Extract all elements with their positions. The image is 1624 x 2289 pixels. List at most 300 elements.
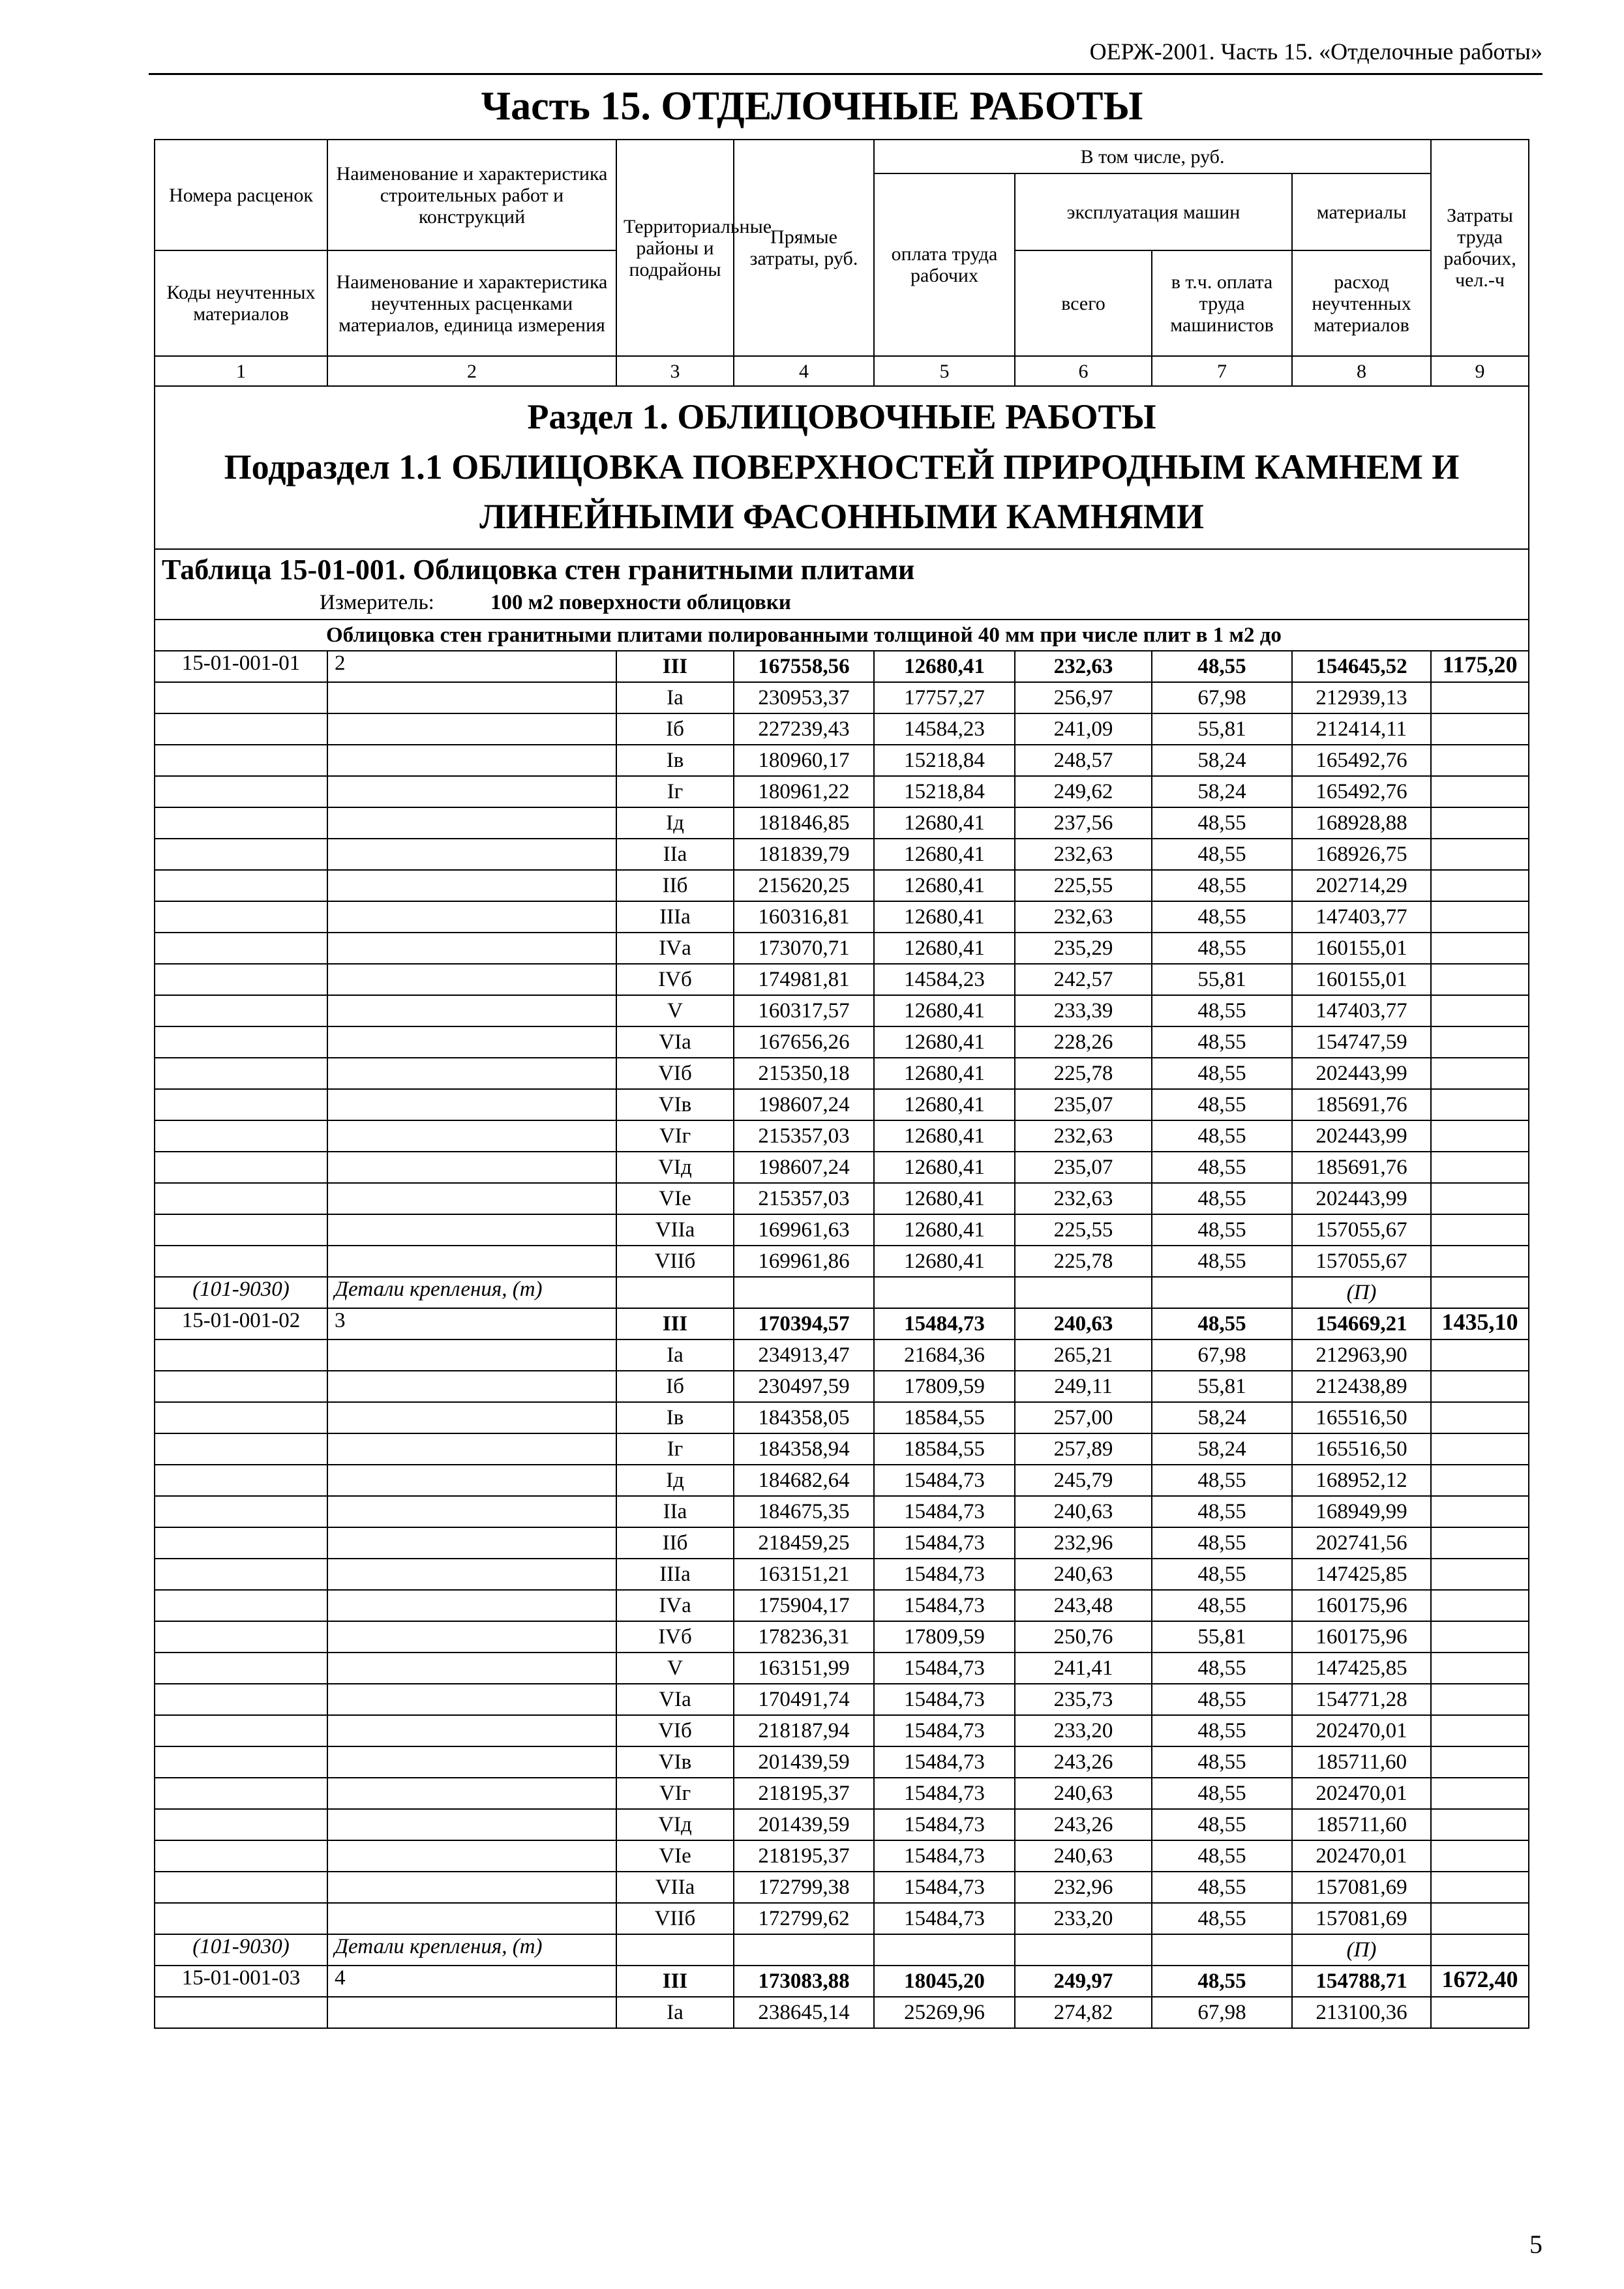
labor-costs xyxy=(1431,901,1529,933)
machines-total: 248,57 xyxy=(1015,745,1152,776)
materials-cost: 157055,67 xyxy=(1292,1246,1431,1277)
direct-costs: 184358,05 xyxy=(734,1402,874,1433)
labor-costs xyxy=(1431,682,1529,713)
labor-costs xyxy=(1431,1183,1529,1214)
region: IIIа xyxy=(616,1559,734,1590)
materials-cost: 165516,50 xyxy=(1292,1402,1431,1433)
worker-wages: 12680,41 xyxy=(874,870,1015,901)
table-row xyxy=(155,1840,1529,1872)
worker-wages: 15484,73 xyxy=(874,1590,1015,1621)
labor-costs xyxy=(1431,745,1529,776)
region: IIб xyxy=(616,1527,734,1559)
rate-code xyxy=(155,1152,327,1183)
rate-name xyxy=(327,1120,616,1152)
table-row xyxy=(155,1183,1529,1214)
region: IVб xyxy=(616,1621,734,1653)
machinist-wages: 48,55 xyxy=(1152,1183,1292,1214)
table-row xyxy=(155,1527,1529,1559)
measure-label: Измеритель: xyxy=(320,591,434,615)
machines-total: 242,57 xyxy=(1015,964,1152,995)
machinist-wages: 48,55 xyxy=(1152,651,1292,682)
materials-cost: 168928,88 xyxy=(1292,807,1431,839)
header-direct-costs: Прямые затраты, руб. xyxy=(734,140,874,356)
rate-code xyxy=(155,1089,327,1120)
rate-code xyxy=(155,1433,327,1465)
machines-total: 240,63 xyxy=(1015,1559,1152,1590)
labor-costs xyxy=(1431,1590,1529,1621)
rate-code xyxy=(155,870,327,901)
table-row xyxy=(155,1590,1529,1621)
rate-name xyxy=(327,1559,616,1590)
labor-costs xyxy=(1431,1715,1529,1746)
machinist-wages: 48,55 xyxy=(1152,1778,1292,1809)
table-row xyxy=(155,1026,1529,1058)
machinist-wages: 48,55 xyxy=(1152,1684,1292,1715)
table-row xyxy=(155,1402,1529,1433)
materials-cost: 168926,75 xyxy=(1292,839,1431,870)
header-work-name: Наименование и характеристика строительных работ и конструкций xyxy=(327,140,616,250)
direct-costs xyxy=(734,1934,874,1966)
machines-total xyxy=(1015,1277,1152,1308)
direct-costs: 167656,26 xyxy=(734,1026,874,1058)
region: VIIб xyxy=(616,1246,734,1277)
rate-name xyxy=(327,1621,616,1653)
machinist-wages: 48,55 xyxy=(1152,807,1292,839)
machinist-wages: 48,55 xyxy=(1152,1496,1292,1527)
region: VIIа xyxy=(616,1214,734,1246)
labor-costs xyxy=(1431,1089,1529,1120)
materials-cost: 157055,67 xyxy=(1292,1214,1431,1246)
region: Iа xyxy=(616,682,734,713)
table-row xyxy=(155,1214,1529,1246)
region: Iб xyxy=(616,713,734,745)
worker-wages: 18045,20 xyxy=(874,1966,1015,1997)
measure-value: 100 м2 поверхности облицовки xyxy=(490,591,791,615)
labor-costs xyxy=(1431,1152,1529,1183)
machines-total: 274,82 xyxy=(1015,1997,1152,2028)
machines-total: 240,63 xyxy=(1015,1778,1152,1809)
table-row xyxy=(155,1465,1529,1496)
worker-wages: 12680,41 xyxy=(874,933,1015,964)
rate-code xyxy=(155,776,327,807)
machines-total: 250,76 xyxy=(1015,1621,1152,1653)
region: Iб xyxy=(616,1371,734,1402)
worker-wages: 12680,41 xyxy=(874,995,1015,1026)
region: Iд xyxy=(616,1465,734,1496)
direct-costs: 170491,74 xyxy=(734,1684,874,1715)
machines-total: 232,63 xyxy=(1015,1120,1152,1152)
machines-total: 232,63 xyxy=(1015,651,1152,682)
labor-costs xyxy=(1431,1277,1529,1308)
labor-costs xyxy=(1431,1371,1529,1402)
machinist-wages: 48,55 xyxy=(1152,933,1292,964)
direct-costs: 169961,63 xyxy=(734,1214,874,1246)
rate-code xyxy=(155,1402,327,1433)
machinist-wages: 58,24 xyxy=(1152,1402,1292,1433)
direct-costs: 230497,59 xyxy=(734,1371,874,1402)
rate-name xyxy=(327,933,616,964)
rate-name xyxy=(327,1058,616,1089)
worker-wages: 18584,55 xyxy=(874,1402,1015,1433)
machines-total: 243,48 xyxy=(1015,1590,1152,1621)
materials-cost: 202714,29 xyxy=(1292,870,1431,901)
direct-costs: 218195,37 xyxy=(734,1840,874,1872)
table-title: Таблица 15-01-001. Облицовка стен гранитными плитами xyxy=(162,554,915,586)
rate-name xyxy=(327,713,616,745)
rate-name xyxy=(327,1715,616,1746)
table-row xyxy=(155,1809,1529,1840)
labor-costs xyxy=(1431,713,1529,745)
rate-name: 3 xyxy=(327,1308,616,1339)
machinist-wages: 58,24 xyxy=(1152,745,1292,776)
labor-costs: 1672,40 xyxy=(1431,1966,1529,1997)
machines-total: 235,29 xyxy=(1015,933,1152,964)
section-heading xyxy=(155,386,1529,549)
machines-total: 249,11 xyxy=(1015,1371,1152,1402)
table-row xyxy=(155,901,1529,933)
rate-code xyxy=(155,1339,327,1371)
rate-name xyxy=(327,1402,616,1433)
labor-costs xyxy=(1431,870,1529,901)
machines-total: 249,97 xyxy=(1015,1966,1152,1997)
worker-wages: 15484,73 xyxy=(874,1559,1015,1590)
region: IIа xyxy=(616,1496,734,1527)
materials-cost: 202470,01 xyxy=(1292,1715,1431,1746)
direct-costs: 172799,62 xyxy=(734,1903,874,1934)
machinist-wages: 48,55 xyxy=(1152,1308,1292,1339)
column-number: 4 xyxy=(734,356,874,386)
machines-total: 235,73 xyxy=(1015,1684,1152,1715)
materials-cost: 154771,28 xyxy=(1292,1684,1431,1715)
rate-name xyxy=(327,1997,616,2028)
machinist-wages: 48,55 xyxy=(1152,1465,1292,1496)
direct-costs: 201439,59 xyxy=(734,1809,874,1840)
machines-total: 257,00 xyxy=(1015,1402,1152,1433)
rate-code xyxy=(155,1621,327,1653)
rate-code xyxy=(155,1872,327,1903)
labor-costs xyxy=(1431,1058,1529,1089)
direct-costs: 160316,81 xyxy=(734,901,874,933)
rate-code xyxy=(155,1746,327,1778)
region: Iд xyxy=(616,807,734,839)
material-code: (101-9030) xyxy=(155,1277,327,1308)
worker-wages: 17809,59 xyxy=(874,1371,1015,1402)
machinist-wages: 48,55 xyxy=(1152,870,1292,901)
materials-cost: 185711,60 xyxy=(1292,1746,1431,1778)
machines-total: 232,63 xyxy=(1015,901,1152,933)
materials-cost: 202443,99 xyxy=(1292,1183,1431,1214)
table-row xyxy=(155,964,1529,995)
rate-name xyxy=(327,1026,616,1058)
direct-costs: 178236,31 xyxy=(734,1621,874,1653)
machinist-wages: 55,81 xyxy=(1152,1371,1292,1402)
labor-costs xyxy=(1431,1120,1529,1152)
machinist-wages: 48,55 xyxy=(1152,1559,1292,1590)
labor-costs: 1435,10 xyxy=(1431,1308,1529,1339)
header-labor-costs: Затраты труда рабочих, чел.-ч xyxy=(1431,140,1529,356)
subsection-title: Подраздел 1.1 ОБЛИЦОВКА ПОВЕРХНОСТЕЙ ПРИРОДНЫМ КАМНЕМ И xyxy=(224,447,1460,486)
rate-name xyxy=(327,1183,616,1214)
machines-total: 245,79 xyxy=(1015,1465,1152,1496)
machinist-wages: 48,55 xyxy=(1152,1872,1292,1903)
machinist-wages: 55,81 xyxy=(1152,713,1292,745)
header-material-consumption: расход неучтенных материалов xyxy=(1292,250,1431,356)
rate-code xyxy=(155,1809,327,1840)
header-material-codes: Коды неучтенных материалов xyxy=(155,250,327,356)
materials-cost: 154669,21 xyxy=(1292,1308,1431,1339)
rate-code xyxy=(155,1590,327,1621)
header-materials: материалы xyxy=(1292,173,1431,250)
rate-code xyxy=(155,1778,327,1809)
rate-name xyxy=(327,1746,616,1778)
worker-wages: 12680,41 xyxy=(874,1214,1015,1246)
direct-costs: 160317,57 xyxy=(734,995,874,1026)
direct-costs: 172799,38 xyxy=(734,1872,874,1903)
region xyxy=(616,1277,734,1308)
worker-wages: 15484,73 xyxy=(874,1809,1015,1840)
machinist-wages xyxy=(1152,1934,1292,1966)
rate-name xyxy=(327,1590,616,1621)
worker-wages: 15218,84 xyxy=(874,776,1015,807)
materials-cost: 185691,76 xyxy=(1292,1089,1431,1120)
worker-wages: 12680,41 xyxy=(874,1089,1015,1120)
rate-name xyxy=(327,870,616,901)
table-row xyxy=(155,1966,1529,1997)
worker-wages: 12680,41 xyxy=(874,807,1015,839)
table-row xyxy=(155,1621,1529,1653)
machines-total: 256,97 xyxy=(1015,682,1152,713)
materials-cost: 160175,96 xyxy=(1292,1590,1431,1621)
region: IVа xyxy=(616,1590,734,1621)
material-row xyxy=(155,1934,1529,1966)
worker-wages: 12680,41 xyxy=(874,1152,1015,1183)
header-regions: Территориальные районы и подрайоны xyxy=(616,140,734,356)
worker-wages: 15484,73 xyxy=(874,1308,1015,1339)
machines-total: 235,07 xyxy=(1015,1089,1152,1120)
worker-wages: 17809,59 xyxy=(874,1621,1015,1653)
direct-costs: 198607,24 xyxy=(734,1089,874,1120)
labor-costs xyxy=(1431,1621,1529,1653)
table-row xyxy=(155,1152,1529,1183)
table-row xyxy=(155,745,1529,776)
material-quantity: (П) xyxy=(1292,1277,1431,1308)
direct-costs: 180960,17 xyxy=(734,745,874,776)
rate-name xyxy=(327,1527,616,1559)
machinist-wages: 48,55 xyxy=(1152,901,1292,933)
rate-name xyxy=(327,1872,616,1903)
materials-cost: 185691,76 xyxy=(1292,1152,1431,1183)
direct-costs: 215620,25 xyxy=(734,870,874,901)
machinist-wages: 48,55 xyxy=(1152,1058,1292,1089)
direct-costs: 163151,99 xyxy=(734,1653,874,1684)
rate-name xyxy=(327,1339,616,1371)
region: IIа xyxy=(616,839,734,870)
materials-cost: 168949,99 xyxy=(1292,1496,1431,1527)
worker-wages: 15484,73 xyxy=(874,1684,1015,1715)
table-row xyxy=(155,776,1529,807)
table-row xyxy=(155,1308,1529,1339)
direct-costs: 173083,88 xyxy=(734,1966,874,1997)
materials-cost: 154788,71 xyxy=(1292,1966,1431,1997)
worker-wages: 12680,41 xyxy=(874,651,1015,682)
rate-code xyxy=(155,1214,327,1246)
direct-costs: 169961,86 xyxy=(734,1246,874,1277)
header-wages: оплата труда рабочих xyxy=(874,173,1015,356)
table-row xyxy=(155,1778,1529,1809)
work-description: Облицовка стен гранитными плитами полированными толщиной 40 мм при числе плит в 1 м2 до xyxy=(155,620,1529,651)
machinist-wages: 48,55 xyxy=(1152,839,1292,870)
measure-row xyxy=(155,590,1528,619)
labor-costs xyxy=(1431,1339,1529,1371)
materials-cost: 147403,77 xyxy=(1292,901,1431,933)
machines-total: 249,62 xyxy=(1015,776,1152,807)
rate-name xyxy=(327,1809,616,1840)
labor-costs xyxy=(1431,807,1529,839)
machinist-wages: 48,55 xyxy=(1152,1590,1292,1621)
table-row xyxy=(155,1246,1529,1277)
region: VIа xyxy=(616,1026,734,1058)
rate-name xyxy=(327,1214,616,1246)
materials-cost: 165516,50 xyxy=(1292,1433,1431,1465)
rate-name xyxy=(327,776,616,807)
page-title: Часть 15. ОТДЕЛОЧНЫЕ РАБОТЫ xyxy=(481,84,1143,128)
worker-wages: 12680,41 xyxy=(874,1026,1015,1058)
header-including: В том числе, руб. xyxy=(874,140,1431,173)
rate-name xyxy=(327,1433,616,1465)
region: IIб xyxy=(616,870,734,901)
region: IIIа xyxy=(616,901,734,933)
region: VIб xyxy=(616,1058,734,1089)
labor-costs xyxy=(1431,1246,1529,1277)
materials-cost: 160155,01 xyxy=(1292,933,1431,964)
rate-code xyxy=(155,682,327,713)
direct-costs: 184675,35 xyxy=(734,1496,874,1527)
labor-costs: 1175,20 xyxy=(1431,651,1529,682)
rate-name xyxy=(327,682,616,713)
rate-name xyxy=(327,964,616,995)
labor-costs xyxy=(1431,1527,1529,1559)
labor-costs xyxy=(1431,1433,1529,1465)
worker-wages: 15484,73 xyxy=(874,1778,1015,1809)
machinist-wages: 48,55 xyxy=(1152,1809,1292,1840)
labor-costs xyxy=(1431,1465,1529,1496)
machines-total: 265,21 xyxy=(1015,1339,1152,1371)
region: IVа xyxy=(616,933,734,964)
worker-wages: 15484,73 xyxy=(874,1527,1015,1559)
machinist-wages: 48,55 xyxy=(1152,1089,1292,1120)
materials-cost: 168952,12 xyxy=(1292,1465,1431,1496)
region: IVб xyxy=(616,964,734,995)
worker-wages: 15484,73 xyxy=(874,1653,1015,1684)
table-row xyxy=(155,1371,1529,1402)
column-number: 7 xyxy=(1152,356,1292,386)
rate-code xyxy=(155,1246,327,1277)
table-row xyxy=(155,651,1529,682)
table-row xyxy=(155,1997,1529,2028)
rate-code xyxy=(155,1684,327,1715)
rate-code xyxy=(155,1120,327,1152)
region: Iа xyxy=(616,1997,734,2028)
direct-costs: 215357,03 xyxy=(734,1120,874,1152)
material-name: Детали крепления, (т) xyxy=(327,1277,616,1308)
direct-costs: 181839,79 xyxy=(734,839,874,870)
direct-costs: 173070,71 xyxy=(734,933,874,964)
labor-costs xyxy=(1431,1872,1529,1903)
rate-code xyxy=(155,807,327,839)
table-row xyxy=(155,1089,1529,1120)
machines-total: 232,96 xyxy=(1015,1872,1152,1903)
region: VIд xyxy=(616,1152,734,1183)
direct-costs xyxy=(734,1277,874,1308)
column-number: 9 xyxy=(1431,356,1529,386)
worker-wages: 15484,73 xyxy=(874,1872,1015,1903)
machines-total: 241,09 xyxy=(1015,713,1152,745)
rate-code xyxy=(155,1559,327,1590)
rate-code xyxy=(155,839,327,870)
rate-name xyxy=(327,1684,616,1715)
machines-total: 237,56 xyxy=(1015,807,1152,839)
materials-cost: 147425,85 xyxy=(1292,1653,1431,1684)
machines-total: 240,63 xyxy=(1015,1496,1152,1527)
materials-cost: 202470,01 xyxy=(1292,1840,1431,1872)
machines-total: 225,55 xyxy=(1015,1214,1152,1246)
table-row xyxy=(155,1559,1529,1590)
direct-costs: 163151,21 xyxy=(734,1559,874,1590)
machinist-wages: 48,55 xyxy=(1152,1026,1292,1058)
rate-code: 15-01-001-03 xyxy=(155,1966,327,1997)
machines-total: 240,63 xyxy=(1015,1308,1152,1339)
material-code: (101-9030) xyxy=(155,1934,327,1966)
rate-name xyxy=(327,1089,616,1120)
rate-name xyxy=(327,1246,616,1277)
worker-wages: 15484,73 xyxy=(874,1715,1015,1746)
rate-name xyxy=(327,901,616,933)
table-row xyxy=(155,713,1529,745)
region: III xyxy=(616,1308,734,1339)
materials-cost: 202741,56 xyxy=(1292,1527,1431,1559)
region: VIе xyxy=(616,1183,734,1214)
labor-costs xyxy=(1431,1653,1529,1684)
rate-code: 15-01-001-01 xyxy=(155,651,327,682)
direct-costs: 215350,18 xyxy=(734,1058,874,1089)
table-row xyxy=(155,807,1529,839)
region: Iа xyxy=(616,1339,734,1371)
worker-wages: 12680,41 xyxy=(874,901,1015,933)
labor-costs xyxy=(1431,1402,1529,1433)
worker-wages xyxy=(874,1934,1015,1966)
labor-costs xyxy=(1431,1997,1529,2028)
table-row xyxy=(155,1433,1529,1465)
worker-wages: 21684,36 xyxy=(874,1339,1015,1371)
machinist-wages: 48,55 xyxy=(1152,1715,1292,1746)
rate-code xyxy=(155,1496,327,1527)
rate-code xyxy=(155,1715,327,1746)
rate-code xyxy=(155,1840,327,1872)
region: V xyxy=(616,995,734,1026)
worker-wages: 15484,73 xyxy=(874,1496,1015,1527)
worker-wages: 25269,96 xyxy=(874,1997,1015,2028)
rate-name xyxy=(327,1778,616,1809)
rate-name: 4 xyxy=(327,1966,616,1997)
materials-cost: 160155,01 xyxy=(1292,964,1431,995)
labor-costs xyxy=(1431,1809,1529,1840)
direct-costs: 198607,24 xyxy=(734,1152,874,1183)
rate-code xyxy=(155,901,327,933)
worker-wages: 15484,73 xyxy=(874,1840,1015,1872)
labor-costs xyxy=(1431,995,1529,1026)
worker-wages: 12680,41 xyxy=(874,839,1015,870)
materials-cost: 202443,99 xyxy=(1292,1120,1431,1152)
